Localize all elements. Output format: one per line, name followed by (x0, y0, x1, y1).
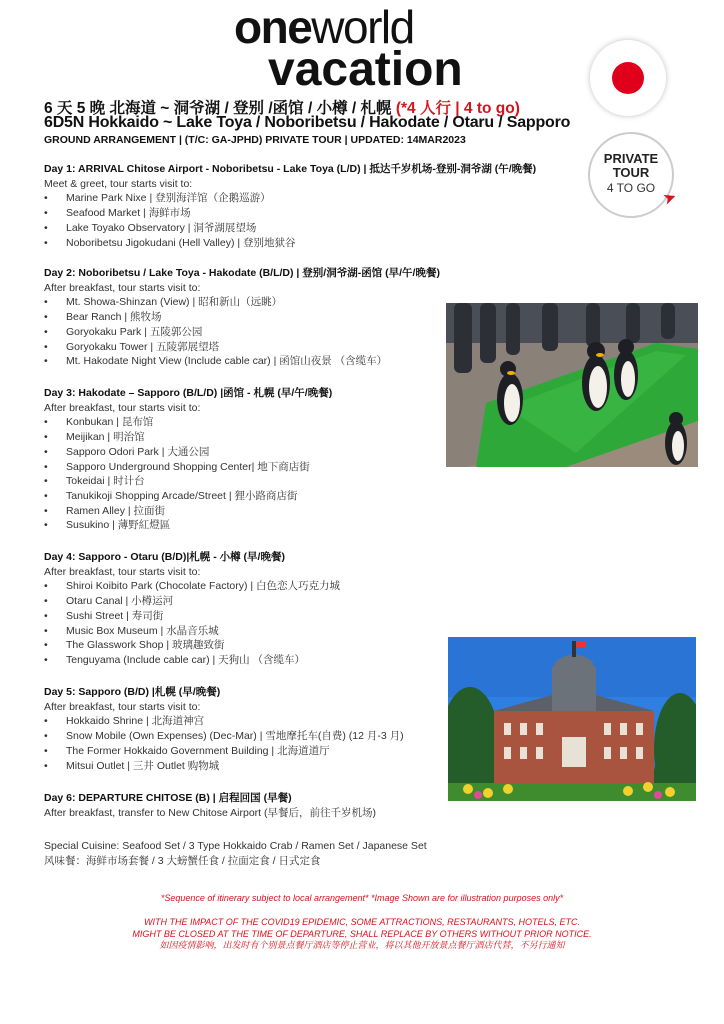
covid-notice-line-2: MIGHT BE CLOSED AT THE TIME OF DEPARTURE, SHALL REPLACE BY OTHERS WITHOUT PRIOR NOTICE. (132, 928, 592, 939)
day-heading: Day 6: DEPARTURE CHITOSE (B) | 启程回国 (早餐) (44, 792, 292, 804)
penguin-photo-illustration (446, 303, 698, 467)
list-item: • Mt. Showa-Shinzan (View) | 昭和新山（远眺） (44, 295, 440, 310)
list-item: • Tenguyama (Include cable car) | 天狗山 （含缆车） (44, 653, 340, 668)
list-item: • Goryokaku Park | 五陵郭公园 (44, 325, 440, 340)
sequence-notice: *Sequence of itinerary subject to local arrangement* *Image Shown are for illustration purposes only* (160, 893, 564, 903)
private-tour-badge (588, 132, 679, 218)
list-item: • Sapporo Underground Shopping Center| 地下商店街 (44, 460, 332, 475)
covid-notice-zh: 如因疫情影响，出发时有个别景点餐厅酒店等停止营业，将以其他开放景点餐厅酒店代替，不另行通知 (159, 940, 565, 950)
badge-line-2: TOUR (612, 165, 650, 180)
brand-line-2: vacation (268, 43, 463, 97)
japan-flag-icon (590, 40, 666, 116)
brand-one: one (234, 1, 312, 53)
day-intro: After breakfast, tour starts visit to: (44, 565, 201, 578)
day-intro: After breakfast, transfer to New Chitose Airport (早餐后，前往千岁机场) (44, 806, 377, 819)
day-heading: Day 5: Sapporo (B/D) |札幌 (早/晚餐) (44, 686, 221, 698)
government-building-photo (448, 637, 696, 801)
day-4-section (44, 550, 340, 668)
day-list (44, 714, 404, 773)
list-item: • Lake Toyako Observatory | 洞爷湖展望场 (44, 221, 536, 236)
day-heading: Day 2: Noboribetsu / Lake Toya - Hakodate (B/L/D) | 登别/洞爷湖-函馆 (早/午/晚餐) (44, 267, 440, 279)
list-item: • Otaru Canal | 小樽运河 (44, 594, 340, 609)
day-heading: Day 3: Hakodate – Sapporo (B/L/D) |函馆 - 札幌 (早/午/晚餐) (44, 387, 333, 399)
day-intro: After breakfast, tour starts visit to: (44, 700, 201, 713)
list-item: • Hokkaido Shrine | 北海道神宫 (44, 714, 404, 729)
tour-title-highlight: (*4 人行 | 4 to go) (395, 100, 520, 117)
list-item: • Meijikan | 明治馆 (44, 430, 332, 445)
list-item: • Marine Park Nixe | 登别海洋馆（企鹅巡游） (44, 191, 536, 206)
day-2-section (44, 266, 440, 369)
list-item: • Sapporo Odori Park | 大通公园 (44, 445, 332, 460)
day-heading: Day 1: ARRIVAL Chitose Airport - Noboribetsu - Lake Toya (L/D) | 抵达千岁机场-登别-洞爷湖 (午/晚餐) (44, 163, 537, 175)
day-list (44, 295, 440, 369)
tour-subtitle: 6D5N Hokkaido ~ Lake Toya / Noboribetsu / Hakodate / Otaru / Sapporo (44, 114, 571, 131)
covid-notice-line-1: WITH THE IMPACT OF THE COVID19 EPIDEMIC, SOME ATTRACTIONS, RESTAURANTS, HOTELS, ETC. (143, 917, 581, 927)
day-heading: Day 4: Sapporo - Otaru (B/D)|札幌 - 小樽 (早/晚餐) (44, 551, 285, 563)
penguin-parade-photo (446, 303, 698, 467)
cuisine-zh: 风味餐：海鲜市场套餐 / 3 大螃蟹任食 / 拉面定食 / 日式定食 (44, 855, 321, 867)
list-item: • Tokeidai | 时计台 (44, 474, 332, 489)
ground-arrangement: GROUND ARRANGEMENT | (T/C: GA-JPHD) PRIVATE TOUR | UPDATED: 14MAR2023 (44, 134, 466, 146)
day-intro: After breakfast, tour starts visit to: (44, 281, 201, 294)
list-item: • Snow Mobile (Own Expenses) (Dec-Mar) | 雪地摩托车(自费) (12 月-3 月) (44, 729, 404, 744)
flag-sun (612, 62, 644, 94)
list-item: • The Glasswork Shop | 玻璃趣致街 (44, 638, 340, 653)
list-item: • Mt. Hakodate Night View (Include cable car) | 函馆山夜景 （含缆车） (44, 354, 440, 369)
list-item: • Seafood Market | 海鲜市场 (44, 206, 536, 221)
list-item: • Bear Ranch | 熊牧场 (44, 310, 440, 325)
day-3-section (44, 386, 332, 533)
day-list (44, 415, 332, 533)
day-5-section (44, 685, 404, 773)
brand-logo (234, 1, 463, 97)
brand-line-1 (234, 1, 463, 53)
list-item: • Goryokaku Tower | 五陵郭展望塔 (44, 340, 440, 355)
badge-line-3: 4 TO GO (606, 181, 656, 195)
day-list (44, 579, 340, 667)
list-item: • Noboribetsu Jigokudani (Hell Valley) | 登别地狱谷 (44, 236, 536, 251)
list-item: • Music Box Museum | 水晶音乐城 (44, 624, 340, 639)
list-item: • Mitsui Outlet | 三井 Outlet 购物城 (44, 759, 404, 774)
list-item: • Ramen Alley | 拉面街 (44, 504, 332, 519)
tour-title-main: 6 天 5 晚 北海道 ~ 洞爷湖 / 登别 /函馆 / 小樽 / 札幌 (44, 100, 392, 117)
day-list (44, 191, 536, 250)
list-item: • Konbukan | 昆布馆 (44, 415, 332, 430)
badge-line-1: PRIVATE (603, 151, 659, 166)
special-cuisine (44, 839, 427, 869)
list-item: • Susukino | 薄野紅燈區 (44, 518, 332, 533)
day-6-section (44, 791, 376, 820)
list-item: • Sushi Street | 寿司街 (44, 609, 340, 624)
day-1-section (44, 162, 536, 250)
list-item: • Tanukikoji Shopping Arcade/Street | 狸小路商店街 (44, 489, 332, 504)
list-item: • The Former Hokkaido Government Building | 北海道道厅 (44, 744, 404, 759)
day-intro: After breakfast, tour starts visit to: (44, 401, 201, 414)
paper-plane-icon: ➤ (660, 188, 679, 209)
brand-world: world (311, 1, 414, 53)
day-intro: Meet & greet, tour starts visit to: (44, 177, 193, 190)
cuisine-en: Special Cuisine: Seafood Set / 3 Type Hokkaido Crab / Ramen Set / Japanese Set (44, 840, 427, 852)
building-photo-illustration (448, 637, 696, 801)
list-item: • Shiroi Koibito Park (Chocolate Factory) | 白色恋人巧克力城 (44, 579, 340, 594)
